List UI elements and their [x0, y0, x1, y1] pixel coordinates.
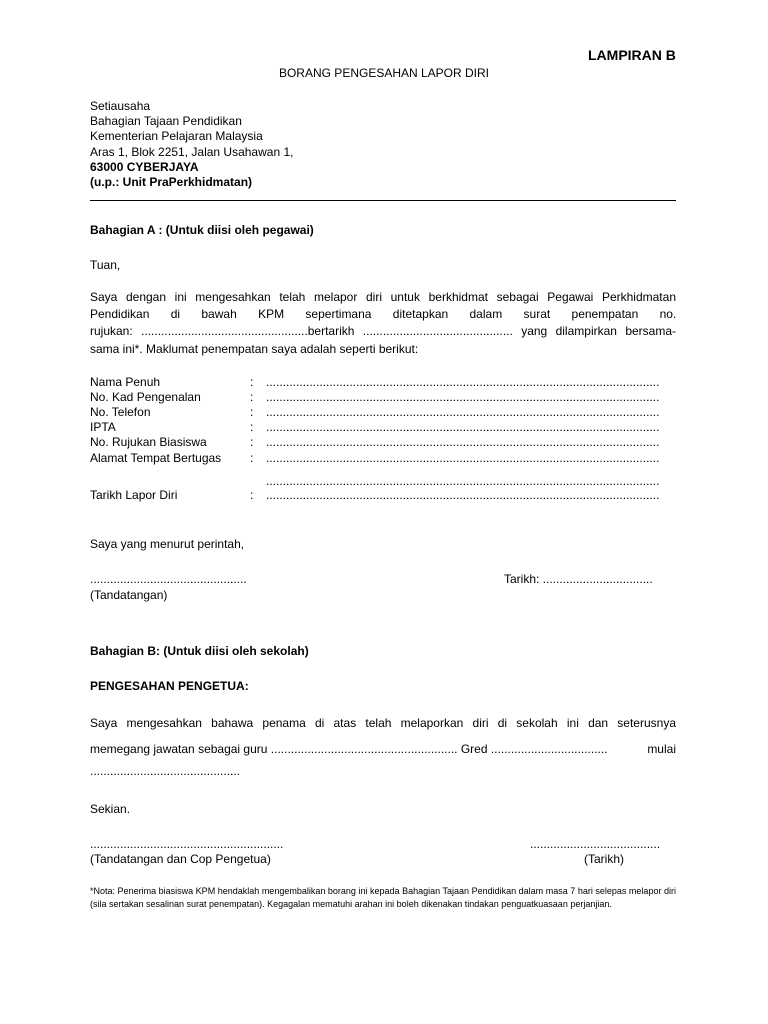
recipient-address [90, 99, 293, 190]
start-date-dots[interactable]: ............................................. [90, 764, 241, 778]
greeting: Tuan, [90, 258, 121, 272]
principal-signature-dots[interactable]: .......................................................... [90, 837, 284, 851]
field-label: No. Telefon [90, 405, 151, 419]
field-colon: : [250, 375, 254, 389]
address-line: Setiausaha [90, 99, 151, 113]
field-input-dots[interactable]: ...................................................................................................................... [266, 435, 660, 449]
footnote: *Nota: Penerima biasiswa KPM hendaklah mengembalikan borang ini kepada Bahagian Tajaan Pendidikan dalam masa 7 hari selepas melapor diri (sila sertakan sesalinan surat penempatan). Kegagalan mematuhi arahan ini boleh dikenakan tindakan penguatkuasaan perjanjian. [90, 886, 676, 909]
principal-date-dots[interactable]: ....................................... [530, 837, 661, 851]
field-label: No. Rujukan Biasiswa [90, 435, 207, 449]
address-attention: (u.p.: Unit PraPerkhidmatan) [90, 175, 253, 190]
field-label: Nama Penuh [90, 375, 161, 389]
field-input-dots[interactable]: ...................................................................................................................... [266, 420, 660, 434]
field-input-dots[interactable]: ...................................................................................................................... [266, 375, 660, 389]
paragraph-line [90, 290, 676, 305]
paragraph-text: memegang jawatan sebagai guru ........................................................ Gred ................................... [90, 742, 608, 756]
paragraph-line [90, 324, 676, 339]
field-label: IPTA [90, 420, 116, 434]
address-line: Kementerian Pelajaran Malaysia [90, 129, 263, 144]
paragraph-text: mulai [647, 742, 676, 756]
principal-date-label: (Tarikh) [584, 852, 625, 866]
address-line: Bahagian Tajaan Pendidikan [90, 114, 242, 129]
field-input-dots[interactable]: ...................................................................................................................... [266, 405, 660, 419]
field-colon: : [250, 435, 254, 449]
field-label: Alamat Tempat Bertugas [90, 451, 222, 465]
paragraph-line [90, 742, 676, 757]
principal-verification-heading: PENGESAHAN PENGETUA: [90, 679, 249, 693]
field-colon: : [250, 390, 254, 404]
field-label: Tarikh Lapor Diri [90, 488, 178, 502]
section-b-heading: Bahagian B: (Untuk diisi oleh sekolah) [90, 644, 309, 658]
signature-dots[interactable]: ............................................... [90, 572, 247, 586]
paragraph-line [90, 716, 676, 731]
paragraph-text: Saya mengesahkan bahawa penama di atas telah melaporkan diri di sekolah ini dan seterusnya [90, 716, 676, 730]
section-a-heading: Bahagian A : (Untuk diisi oleh pegawai) [90, 223, 314, 237]
field-colon: : [250, 405, 254, 419]
paragraph-text: sama ini*. Maklumat penempatan saya adalah seperti berikut: [90, 342, 419, 356]
closing-text: Saya yang menurut perintah, [90, 537, 245, 551]
address-line: Aras 1, Blok 2251, Jalan Usahawan 1, [90, 144, 294, 159]
field-colon: : [250, 420, 254, 434]
closing-text: Sekian. [90, 802, 131, 816]
reference-text: rujukan: ..................................................bertarikh ............................................. yang dilampirkan bersama- [90, 324, 676, 338]
signature-label: (Tandatangan) [90, 588, 168, 602]
paragraph-line [90, 307, 676, 322]
form-title: BORANG PENGESAHAN LAPOR DIRI [278, 66, 490, 80]
principal-signature-label: (Tandatangan dan Cop Pengetua) [90, 852, 271, 866]
field-colon: : [250, 451, 254, 465]
field-input-dots[interactable]: ...................................................................................................................... [266, 474, 660, 488]
field-input-dots[interactable]: ...................................................................................................................... [266, 488, 660, 502]
field-colon: : [250, 488, 254, 502]
paragraph-text: Pendidikan di bawah KPM sepertimana ditetapkan dalam surat penempatan no. [90, 307, 677, 321]
date-field[interactable]: Tarikh: ................................. [504, 572, 653, 586]
appendix-label: LAMPIRAN B [588, 47, 676, 63]
address-city: 63000 CYBERJAYA [90, 159, 199, 174]
field-label: No. Kad Pengenalan [90, 390, 201, 404]
divider-line [90, 200, 676, 201]
paragraph-text: Saya dengan ini mengesahkan telah melapor diri untuk berkhidmat sebagai Pegawai Perkhidmatan [90, 290, 676, 304]
field-input-dots[interactable]: ...................................................................................................................... [266, 451, 660, 465]
field-input-dots[interactable]: ...................................................................................................................... [266, 390, 660, 404]
